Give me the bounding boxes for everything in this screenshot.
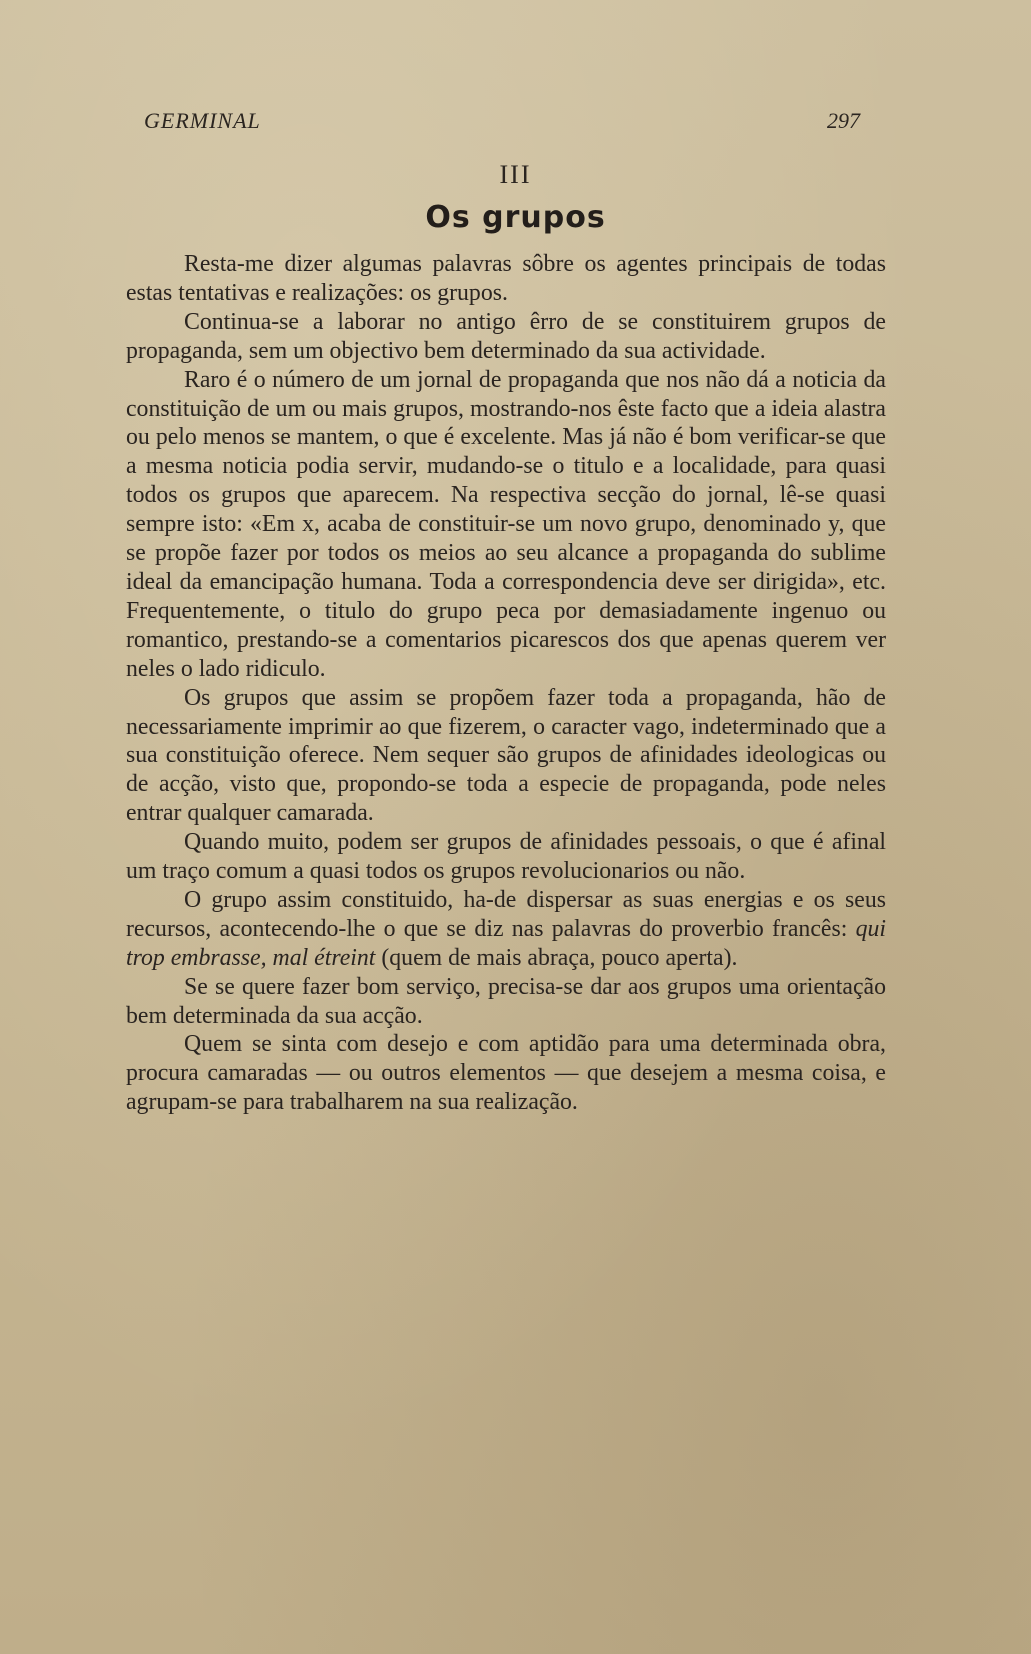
paragraph-1: Resta-me dizer algumas palavras sôbre os agentes principais de todas estas tentativas e realizações: os grupos.	[126, 251, 886, 306]
running-title: GERMINAL	[144, 108, 261, 133]
page-number: 297	[827, 108, 860, 133]
running-head	[144, 108, 860, 142]
paragraph-6-text-after: (quem de mais abraça, pouco aperta).	[375, 944, 738, 971]
section-title: Os grupos	[425, 200, 606, 235]
paragraph-4: Os grupos que assim se propõem fazer toda a propaganda, hão de necessariamente imprimir ao que fizerem, o caracter vago, indeterminado que a sua constituição oferece. Nem sequer são grupos de afinidades ideologicas ou de acção, visto que, propondo-se toda a especie de propaganda, pode neles entrar qualquer camarada.	[126, 684, 886, 827]
paragraph-6-text-before: O grupo assim constituido, ha-de dispersar as suas energias e os seus recursos, acontecendo-lhe o que se diz nas palavras do proverbio francês:	[126, 886, 886, 942]
paragraph-7: Se se quere fazer bom serviço, precisa-se dar aos grupos uma orientação bem determinada da sua acção.	[126, 973, 886, 1029]
paragraph-2: Continua-se a laborar no antigo êrro de se constituirem grupos de propaganda, sem um objectivo bem determinado da sua actividade.	[126, 308, 886, 364]
chapter-number: III	[499, 160, 532, 189]
body-text	[126, 250, 886, 1117]
paragraph-8: Quem se sinta com desejo e com aptidão para uma determinada obra, procura camaradas — ou outros elementos — que desejem a mesma coisa, e agrupam-se para trabalharem na sua realização.	[126, 1031, 886, 1116]
paragraph-3: Raro é o número de um jornal de propaganda que nos não dá a noticia da constituição de um ou mais grupos, mostrando-nos êste facto que a ideia alastra ou pelo menos se mantem, o que é excelente. Mas já não é bom verificar-se que a mesma noticia podia servir, mudando-se o titulo e a localidade, para quasi todos os grupos que aparecem. Na respectiva secção do jornal, lê-se quasi sempre isto: «Em x, acaba de constituir-se um novo grupo, denominado y, que se propõe fazer por todos os meios ao seu alcance a propaganda do sublime ideal da emancipação humana. Toda a correspondencia deve ser dirigida», etc. Frequentemente, o titulo do grupo peca por demasiadamente ingenuo ou romantico, prestando-se a comentarios picarescos dos que apenas querem ver neles o lado ridiculo.	[126, 366, 886, 682]
proverb-quote: qui trop embrasse, mal étreint	[126, 915, 886, 971]
paragraph-5: Quando muito, podem ser grupos de afinidades pessoais, o que é afinal um traço comum a quasi todos os grupos revolucionarios ou não.	[126, 829, 886, 885]
paragraph-6	[126, 886, 886, 973]
